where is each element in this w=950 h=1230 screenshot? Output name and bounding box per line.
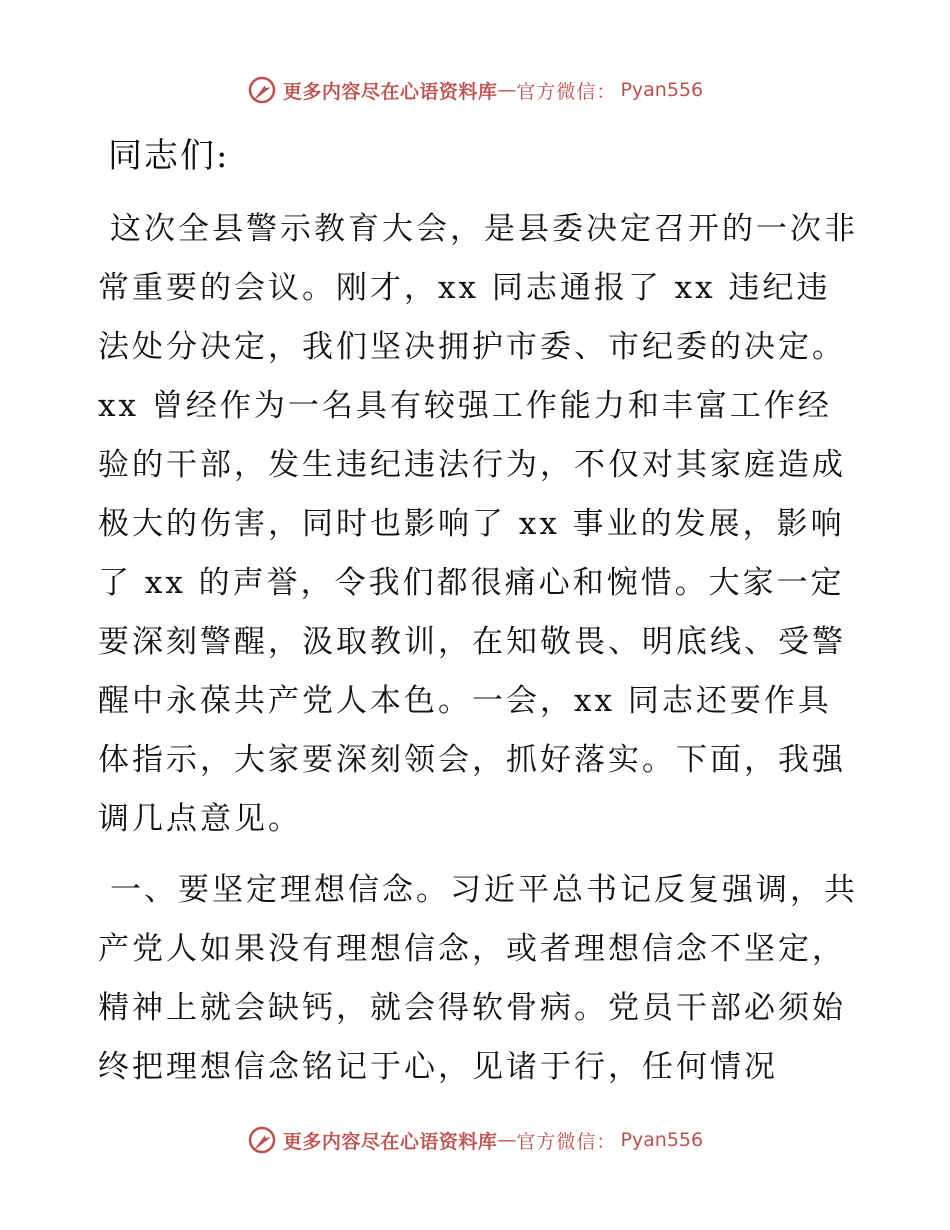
watermark-separator: — — [497, 1129, 517, 1151]
watermark-wechat-id: Pyan556 — [620, 1129, 704, 1151]
pen-nib-circle-icon — [247, 75, 277, 105]
watermark-promo-text: 更多内容尽在心语资料库 — [282, 80, 498, 103]
document-body — [98, 118, 858, 1109]
pen-nib-circle-icon — [247, 1125, 277, 1155]
watermark-wechat-id: Pyan556 — [620, 79, 704, 101]
paragraph-text: 这次全县警示教育大会，是县委决定召开的一次非常重要的会议。刚才，xx 同志通报了 xx 违纪违法处分决定，我们坚决拥护市委、市纪委的决定。xx 曾经作为一名具有较强工作能力和丰富工作经验的干部，发生违纪违法行为，不仅对其家庭造成极大的伤害，同时也影响了 xx 事业的发展，影响了 xx 的声誉，令我们都很痛心和惋惜。大家一定要深刻警醒，汲取教训，在知敬畏、明底线、受警醒中永葆共产党人本色。一会，xx 同志还要作具体指示，大家要深刻领会，抓好落实。下面，我强调几点意见。 — [98, 211, 858, 837]
watermark-promo-text: 更多内容尽在心语资料库 — [282, 1130, 498, 1153]
watermark-separator: — — [497, 79, 517, 101]
body-paragraph — [98, 861, 858, 1097]
body-paragraph — [98, 200, 858, 849]
watermark-wechat-label: 官方微信： — [516, 80, 617, 103]
watermark-banner-bottom — [0, 1120, 950, 1160]
watermark-banner-top — [0, 70, 950, 110]
watermark-wechat-label: 官方微信： — [516, 1130, 617, 1153]
salutation: 同志们: — [108, 136, 230, 176]
paragraph-text: 一、要坚定理想信念。习近平总书记反复强调，共产党人如果没有理想信念，或者理想信念不坚定，精神上就会缺钙，就会得软骨病。党员干部必须始终把理想信念铭记于心，见诸于行，任何情况 — [98, 872, 858, 1085]
